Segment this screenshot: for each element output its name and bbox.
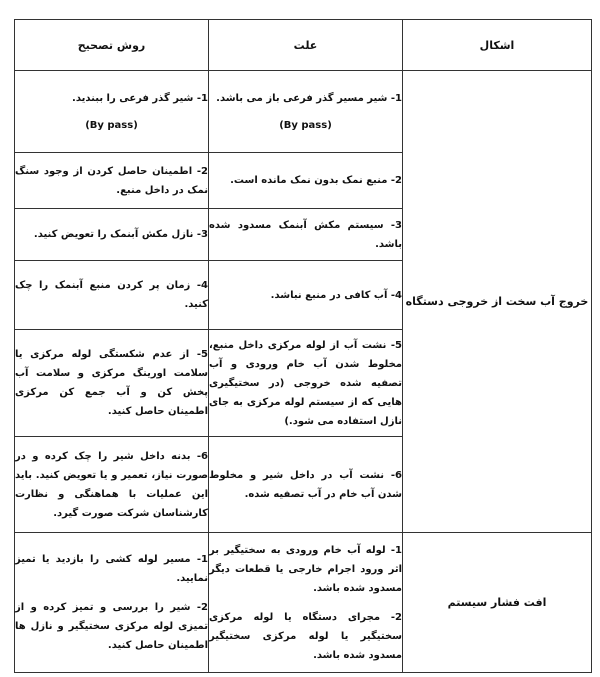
fix-note: (By pass) <box>85 119 138 131</box>
fix-cell <box>15 71 209 153</box>
fix-cell <box>15 533 209 673</box>
cause-text: 1- شیر مسیر گذر فرعی باز می باشد. <box>216 92 402 104</box>
problem-pressure-drop: افت فشار سیستم <box>403 533 592 673</box>
fix-cell: 4- زمان پر کردن منبع آبنمک را چک کنید. <box>15 261 209 330</box>
header-fix: روش تصحیح <box>15 20 209 71</box>
cause-cell: 5- نشت آب از لوله مرکزی داخل منبع، مخلوط شدن آب خام ورودی و آب تصفیه شده خروجی (در سختیگیری هایی که از سیستم لوله مرکزی به جای نازل استفاده می شود.) <box>209 330 403 437</box>
troubleshooting-table <box>14 19 592 673</box>
header-problem: اشکال <box>403 20 592 71</box>
cause-cell <box>209 71 403 153</box>
table-row <box>15 533 592 673</box>
cause-text: 2- مجرای دستگاه یا لوله مرکزی سختیگیر یا لوله مرکزی سختیگیر مسدود شده باشد. <box>209 611 402 661</box>
fix-cell: 3- نازل مکش آبنمک را تعویض کنید. <box>15 209 209 261</box>
cause-cell: 2- منبع نمک بدون نمک مانده است. <box>209 153 403 209</box>
cause-cell <box>209 533 403 673</box>
problem-hard-water: خروج آب سخت از خروجی دستگاه <box>403 71 592 533</box>
fix-text: 1- مسیر لوله کشی را بازدید یا تمیز نمایید. <box>15 554 208 584</box>
table-row <box>15 71 592 153</box>
cause-note: (By pass) <box>279 119 332 131</box>
fix-cell: 6- بدنه داخل شیر را چک کرده و در صورت نیاز، تعمیر و یا تعویض کنید. باید این عملیات با هماهنگی و نظارت کارشناسان شرکت صورت گیرد. <box>15 437 209 533</box>
header-cause: علت <box>209 20 403 71</box>
header-row <box>15 20 592 71</box>
fix-cell: 2- اطمینان حاصل کردن از وجود سنگ نمک در داخل منبع. <box>15 153 209 209</box>
cause-cell: 4- آب کافی در منبع نباشد. <box>209 261 403 330</box>
cause-cell: 6- نشت آب در داخل شیر و مخلوط شدن آب خام در آب تصفیه شده. <box>209 437 403 533</box>
cause-text: 1- لوله آب خام ورودی به سختیگیر بر اثر ورود اجرام خارجی یا قطعات دیگر مسدود شده باشد. <box>209 544 402 594</box>
cause-cell: 3- سیستم مکش آبنمک مسدود شده باشد. <box>209 209 403 261</box>
fix-cell: 5- از عدم شکستگی لوله مرکزی یا سلامت اورینگ مرکزی و سلامت آب پخش کن و آب جمع کن مرکزی اطمینان حاصل کنید. <box>15 330 209 437</box>
fix-text: 2- شیر را بررسی و تمیز کرده و از تمیزی لوله مرکزی سختیگیر و نازل ها اطمینان حاصل کنید. <box>15 602 208 651</box>
fix-text: 1- شیر گذر فرعی را ببندید. <box>72 92 208 104</box>
